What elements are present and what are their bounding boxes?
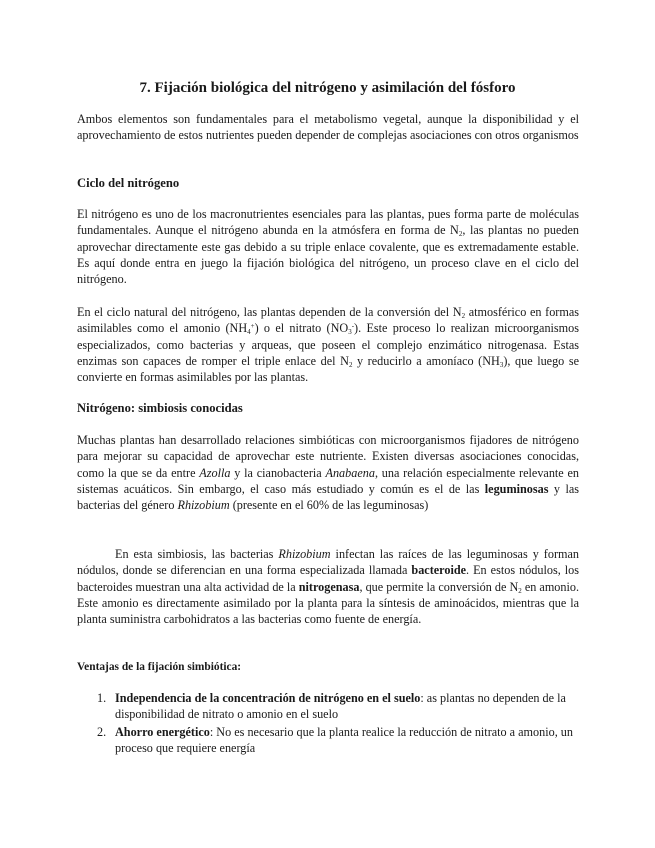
simbiosis-paragraph-1: Muchas plantas han desarrollado relaciones simbióticas con microorganismos fijadores de nitrógeno para mejorar su capacidad de aprovechar este nutriente. Existen diversas asociaciones conocidas, como la que se da entre Azolla y la cianobacteria Anabaena, una relación especialmente relevante en sistemas acuáticos. Sin embargo, el caso más estudiado y común es el de las leguminosas y las bacterias del género Rhizobium (presente en el 60% de las leguminosas)	[77, 433, 580, 513]
section-heading-simbiosis: Nitrógeno: simbiosis conocidas	[77, 401, 243, 415]
intro-paragraph: Ambos elementos son fundamentales para el metabolismo vegetal, aunque la disponibilidad y el aprovechamiento de estos nutrientes pueden depender de complejas asociaciones con otros organismos	[77, 112, 579, 143]
ventajas-list	[77, 690, 579, 757]
section-heading-ventajas: Ventajas de la fijación simbiótica:	[77, 661, 242, 673]
ciclo-paragraph-1: El nitrógeno es uno de los macronutrientes esenciales para las plantas, pues forma parte de moléculas fundamentales. Aunque el nitrógeno abunda en la atmósfera en forma de $N_2$, las plantas no pueden aprovechar directamente este gas debido a su triple enlace covalente, que es extremadamente estable. Es aquí donde entra en juego la fijación biológica del nitrógeno, un proceso clave en el ciclo del nitrógeno.	[77, 207, 579, 287]
page-title: 7. Fijación biológica del nitrógeno y asimilación del fósforo	[139, 80, 516, 96]
simbiosis-paragraph-2: En esta simbiosis, las bacterias Rhizobium infectan las raíces de las leguminosas y forman nódulos, donde se diferencian en una forma especializada llamada bacteroide. En estos nódulos, los bacteroides muestran una alta actividad de la nitrogenasa, que permite la conversión de $N_2$ en amonio. Este amonio es directamente asimilado por la planta para la síntesis de aminoácidos, mientras que la planta suministra carbohidratos a las bacterias como fuente de energía.	[77, 547, 580, 627]
list-item: 2. Ahorro energético: No es necesario que la planta realice la reducción de nitrato a amonio, un proceso que requiere energía	[97, 724, 573, 755]
list-item: 1. Independencia de la concentración de nitrógeno en el suelo: as plantas no dependen de la disponibilidad de nitrato o amonio en el suelo	[97, 691, 566, 722]
ciclo-paragraph-2: En el ciclo natural del nitrógeno, las plantas dependen de la conversión del $N_2$ atmosférico en formas asimilables como el amonio $(NH_4^+)$ o el nitrato $(NO_3^-)$. Este proceso lo realizan microorganismos especializados, como bacterias y arqueas, que poseen el complejo enzimático nitrogenasa. Estas enzimas son capaces de romper el triple enlace del $N_2$ y reducirlo a amoníaco $(NH_3)$, que luego se convierte en formas asimilables por las plantas.	[77, 305, 579, 385]
section-heading-ciclo: Ciclo del nitrógeno	[77, 176, 180, 190]
